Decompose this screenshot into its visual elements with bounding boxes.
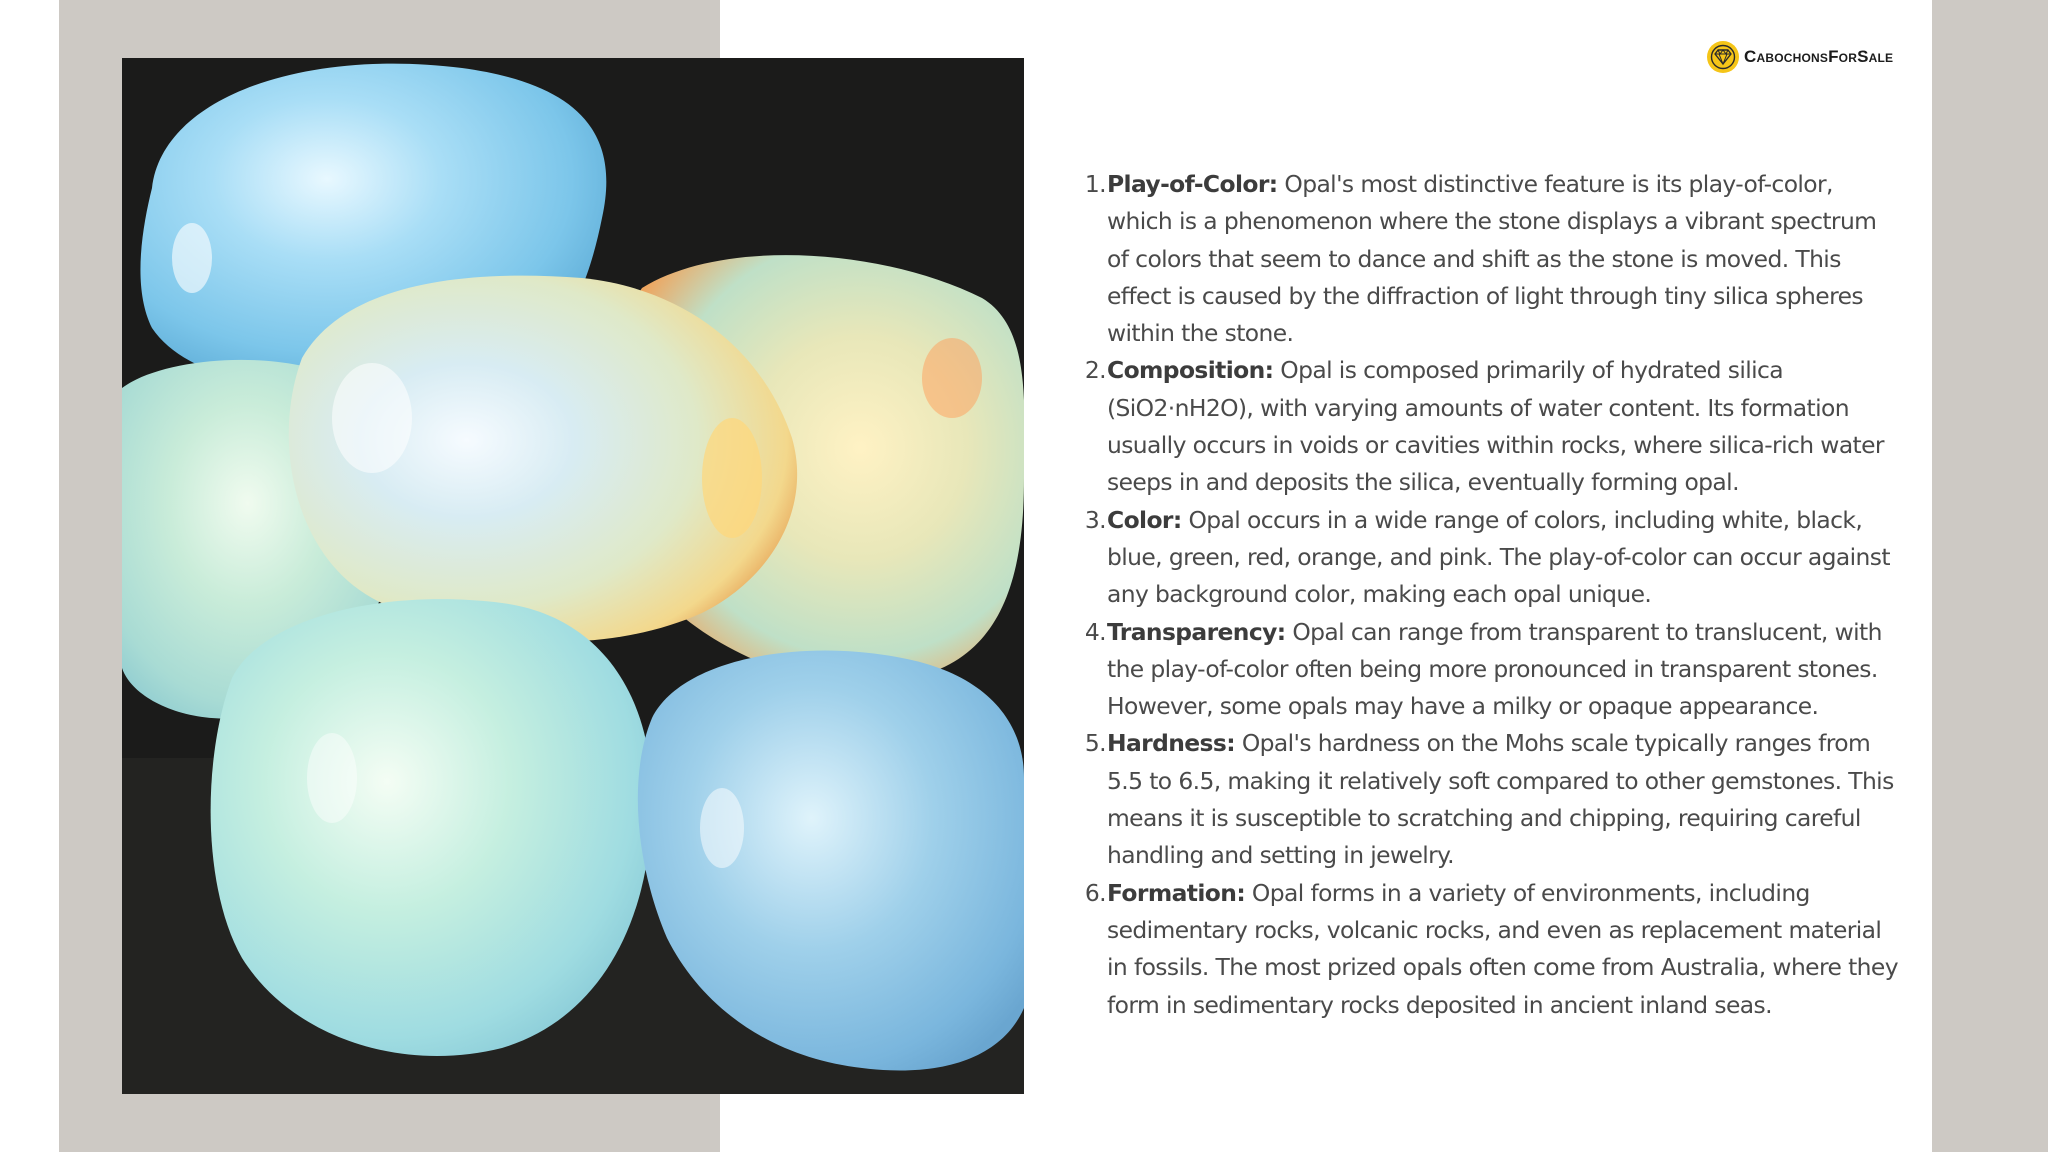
item-body (1107, 725, 1900, 874)
item-body (1107, 875, 1900, 1024)
right-gray-panel (1932, 0, 2048, 1152)
item-term: Transparency: (1107, 617, 1286, 646)
list-item (1078, 502, 1900, 614)
list-item (1078, 875, 1900, 1024)
item-number: 3. (1084, 505, 1106, 534)
item-number: 2. (1084, 356, 1106, 385)
item-number: 1. (1084, 170, 1106, 198)
item-term: Play-of-Color: (1107, 170, 1278, 198)
item-term: Formation: (1107, 878, 1246, 907)
item-term: Composition: (1107, 356, 1274, 385)
list-item (1078, 352, 1900, 501)
gem-logo-icon (1706, 40, 1740, 74)
item-body (1107, 352, 1900, 501)
opal-properties-list (1078, 166, 1900, 1024)
item-text: Opal can range from transparent to translucent, with the play-of-color often being more pronounced in transparent stones. However, some opals may have a milky or opaque appearance. (1107, 617, 1882, 721)
item-term: Hardness: (1107, 729, 1235, 758)
opal-stones-illustration (122, 58, 1024, 1094)
item-text: Opal forms in a variety of environments, including sedimentary rocks, volcanic rocks, and even as replacement material in fossils. The most prized opals often come from Australia, where they form in sedimentary rocks deposited in ancient inland seas. (1107, 878, 1898, 1019)
item-body (1107, 614, 1900, 726)
item-text: Opal's hardness on the Mohs scale typically ranges from 5.5 to 6.5, making it relatively soft compared to other gemstones. This means it is susceptible to scratching and chipping, requiring careful handling and setting in jewelry. (1107, 729, 1894, 870)
item-body (1107, 502, 1900, 614)
brand-logo[interactable] (1706, 39, 1893, 75)
item-text: Opal is composed primarily of hydrated silica (SiO2·nH2O), with varying amounts of water content. Its formation usually occurs in voids or cavities within rocks, where silica-rich water seeps in and deposits the silica, eventually forming opal. (1107, 356, 1884, 497)
opal-stones-photo (122, 58, 1024, 1094)
item-body (1107, 166, 1900, 352)
list-item (1078, 614, 1900, 726)
item-number: 5. (1084, 729, 1106, 758)
list-item (1078, 166, 1900, 352)
item-text: Opal occurs in a wide range of colors, including white, black, blue, green, red, orange, and pink. The play-of-color can occur against any background color, making each opal unique. (1107, 505, 1890, 609)
item-number: 4. (1084, 617, 1106, 646)
item-number: 6. (1084, 878, 1106, 907)
list-item (1078, 725, 1900, 874)
item-term: Color: (1107, 505, 1182, 534)
left-edge (0, 0, 59, 1152)
item-text: Opal's most distinctive feature is its play-of-color, which is a phenomenon where the stone displays a vibrant spectrum of colors that seem to dance and shift as the stone is moved. This effect is caused by the diffraction of light through tiny silica spheres within the stone. (1107, 170, 1877, 348)
brand-name: CabochonsForSale (1744, 47, 1894, 66)
